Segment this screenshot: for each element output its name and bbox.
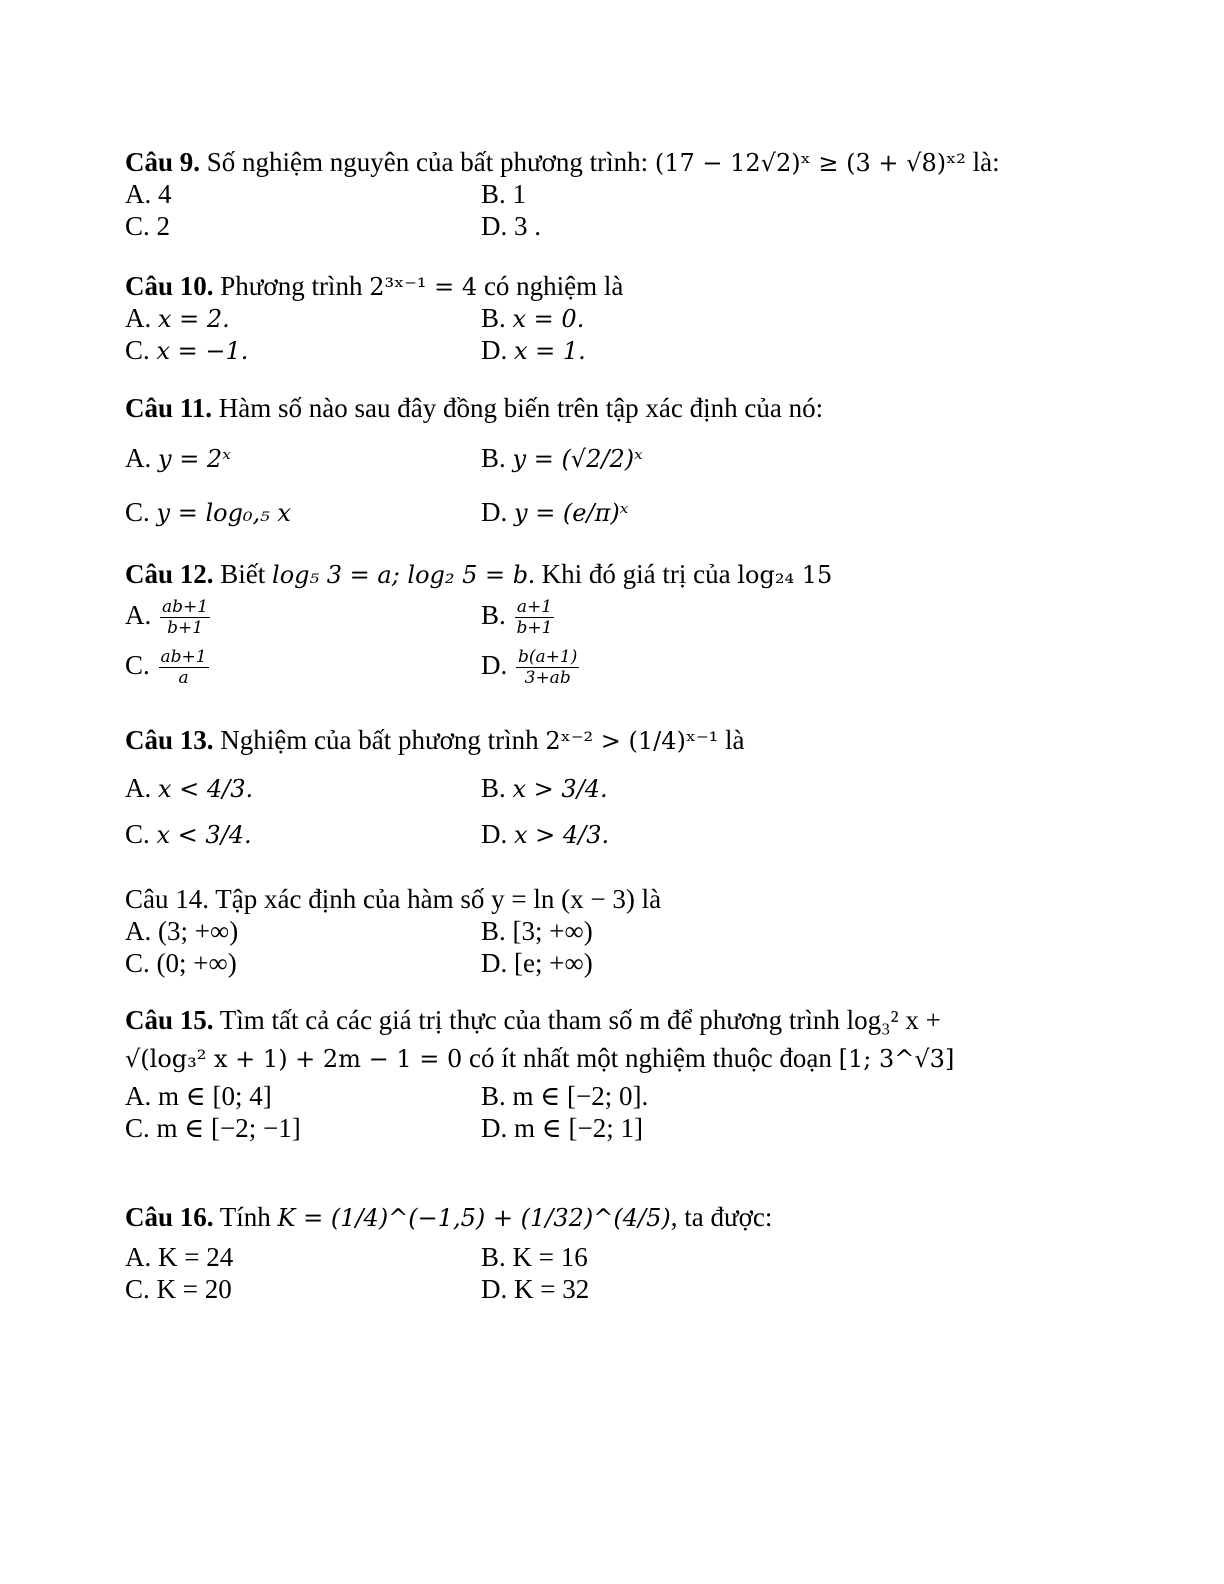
option-d: D. [e; +∞) <box>481 948 593 978</box>
option-d-numerator: b(a+1) <box>518 647 578 668</box>
question-16 <box>125 1201 1085 1305</box>
question-11-options-row-1 <box>125 442 1085 474</box>
question-16-text: Tính <box>219 1202 271 1232</box>
question-9-options-row-1 <box>125 178 1085 210</box>
question-9-text: Số nghiệm nguyên của bất phương trình: <box>206 147 649 177</box>
question-13-options-row-2 <box>125 818 1085 850</box>
option-d-letter: D. <box>481 650 508 680</box>
question-13-math: 2ˣ⁻² > (1/4)ˣ⁻¹ <box>545 727 719 755</box>
option-d <box>481 640 581 690</box>
option-a-letter: A. <box>125 600 152 630</box>
option-d-letter: D. <box>481 497 508 527</box>
question-15-label: Câu 15. <box>125 1005 214 1035</box>
option-d <box>481 818 609 851</box>
option-b-denominator: b+1 <box>516 618 553 639</box>
option-a: A. K = 24 <box>125 1242 234 1272</box>
option-b <box>481 302 584 335</box>
question-11-options-row-2 <box>125 496 1085 528</box>
question-10 <box>125 270 1085 366</box>
question-12-text2: . Khi đó giá trị của <box>528 559 731 589</box>
question-11-stem <box>125 392 1085 424</box>
option-c-fraction <box>159 647 209 688</box>
option-d: D. m ∈ [−2; 1] <box>481 1113 643 1143</box>
question-13-stem <box>125 724 1085 756</box>
option-b <box>481 590 556 640</box>
option-d-letter: D. <box>481 819 508 849</box>
option-d-value: y = (e/π)ˣ <box>514 499 629 527</box>
option-b-value: y = (√2/2)ˣ <box>512 445 643 473</box>
option-c-letter: C. <box>125 335 150 365</box>
question-14 <box>125 883 1085 979</box>
option-c: C. K = 20 <box>125 1274 232 1304</box>
option-a-value: y = 2ˣ <box>158 445 231 473</box>
question-12-text1: Biết <box>220 559 266 589</box>
option-b <box>481 442 643 475</box>
question-10-math: 2³ˣ⁻¹ = 4 <box>369 273 478 301</box>
question-15-interval: [1; 3^√3] <box>838 1045 955 1073</box>
question-13-tail: là <box>725 725 745 755</box>
option-c: C. (0; +∞) <box>125 948 237 978</box>
question-13 <box>125 724 1085 850</box>
option-a-letter: A. <box>125 443 152 473</box>
option-a-value: x = 2. <box>158 305 230 333</box>
question-16-label: Câu 16. <box>125 1202 214 1232</box>
option-c-numerator: ab+1 <box>160 647 207 668</box>
option-d-denominator: 3+ab <box>524 668 571 689</box>
option-c <box>125 496 291 529</box>
option-b-fraction <box>515 597 555 638</box>
question-14-options-row-1 <box>125 915 1085 947</box>
option-b: B. K = 16 <box>481 1242 588 1272</box>
question-12 <box>125 558 1085 690</box>
question-11-text: Hàm số nào sau đây đồng biến trên tập xác định của nó: <box>218 393 824 423</box>
question-10-options-row-2 <box>125 334 1085 366</box>
option-b-value: x = 0. <box>512 305 585 333</box>
question-14-options-row-2 <box>125 947 1085 979</box>
option-a: A. (3; +∞) <box>125 916 239 946</box>
question-9 <box>125 146 1085 242</box>
question-11-label: Câu 11. <box>125 393 213 423</box>
option-d <box>481 334 586 367</box>
option-a-letter: A. <box>125 303 152 333</box>
question-9-options-row-2 <box>125 210 1085 242</box>
option-c <box>125 334 248 367</box>
option-b-value: x > 3/4. <box>512 775 608 803</box>
option-c: C. m ∈ [−2; −1] <box>125 1113 301 1143</box>
question-16-options-row-1 <box>125 1241 1085 1273</box>
question-12-math1: log₅ 3 = a; log₂ 5 = b <box>272 561 529 589</box>
option-b: B. 1 <box>481 179 527 209</box>
question-10-text: Phương trình <box>220 271 363 301</box>
option-d: D. 3 . <box>481 211 541 241</box>
question-12-label: Câu 12. <box>125 559 214 589</box>
question-12-math2: log₂₄ 15 <box>737 561 833 589</box>
option-c <box>125 640 211 690</box>
question-16-math: K = (1/4)^(−1,5) + (1/32)^(4/5) <box>277 1204 671 1232</box>
question-10-label: Câu 10. <box>125 271 214 301</box>
option-c-value: x < 3/4. <box>156 821 252 849</box>
question-15-stem-line-2 <box>125 1042 1085 1074</box>
question-16-tail: , ta được: <box>670 1202 773 1232</box>
option-c: C. 2 <box>125 211 171 241</box>
question-12-options-row-1 <box>125 590 1085 640</box>
option-c-letter: C. <box>125 497 150 527</box>
option-b-numerator: a+1 <box>515 597 555 618</box>
option-d <box>481 496 628 529</box>
option-b: B. m ∈ [−2; 0]. <box>481 1081 649 1111</box>
question-16-options-row-2 <box>125 1273 1085 1305</box>
option-b-letter: B. <box>481 600 506 630</box>
question-12-stem <box>125 558 1085 590</box>
question-13-text: Nghiệm của bất phương trình <box>220 725 539 755</box>
option-b: B. [3; +∞) <box>481 916 593 946</box>
question-15-line2-text: có ít nhất một nghiệm thuộc đoạn <box>468 1043 832 1073</box>
option-c-letter: C. <box>125 650 150 680</box>
option-d-value: x = 1. <box>514 337 586 365</box>
question-15-math: √(log₃² x + 1) + 2m − 1 = 0 <box>125 1045 463 1073</box>
option-a-numerator: ab+1 <box>162 597 209 618</box>
question-13-label: Câu 13. <box>125 725 214 755</box>
option-d-fraction <box>516 647 579 688</box>
question-15-options-row-2 <box>125 1112 1085 1144</box>
option-a <box>125 442 231 475</box>
question-9-math: (17 − 12√2)ˣ ≥ (3 + √8)ˣ² <box>654 149 966 177</box>
option-b-letter: B. <box>481 443 506 473</box>
option-b <box>481 772 608 805</box>
option-a: A. 4 <box>125 179 172 209</box>
question-15 <box>125 1004 1085 1144</box>
option-a-letter: A. <box>125 773 152 803</box>
question-10-stem <box>125 270 1085 302</box>
option-d-value: x > 4/3. <box>514 821 610 849</box>
question-9-stem <box>125 146 1085 178</box>
option-a-value: x < 4/3. <box>158 775 254 803</box>
question-15-text: Tìm tất cả các giá trị thực của tham số m để phương trình log₃² x + <box>219 1005 941 1035</box>
question-11 <box>125 392 1085 528</box>
question-13-options-row-1 <box>125 772 1085 804</box>
option-a <box>125 302 230 335</box>
question-16-stem <box>125 1201 1085 1233</box>
question-14-stem: Câu 14. Tập xác định của hàm số y = ln (x − 3) là <box>125 884 662 914</box>
option-c <box>125 818 252 851</box>
option-c-value: x = −1. <box>156 337 249 365</box>
option-d-letter: D. <box>481 335 508 365</box>
option-d: D. K = 32 <box>481 1274 590 1304</box>
question-15-options-row-1 <box>125 1080 1085 1112</box>
option-c-value: y = log₀,₅ x <box>156 499 291 527</box>
question-15-stem-line-1 <box>125 1004 1085 1036</box>
option-b-letter: B. <box>481 303 506 333</box>
question-10-options-row-1 <box>125 302 1085 334</box>
option-a <box>125 772 253 805</box>
option-a: A. m ∈ [0; 4] <box>125 1081 272 1111</box>
option-a-denominator: b+1 <box>167 618 204 639</box>
question-10-tail: có nghiệm là <box>483 271 624 301</box>
question-12-options-row-2 <box>125 640 1085 690</box>
option-b-letter: B. <box>481 773 506 803</box>
option-a-fraction <box>160 597 210 638</box>
option-a <box>125 590 212 640</box>
option-c-denominator: a <box>178 668 189 689</box>
question-9-tail: là: <box>972 147 1000 177</box>
question-9-label: Câu 9. <box>125 147 201 177</box>
option-c-letter: C. <box>125 819 150 849</box>
